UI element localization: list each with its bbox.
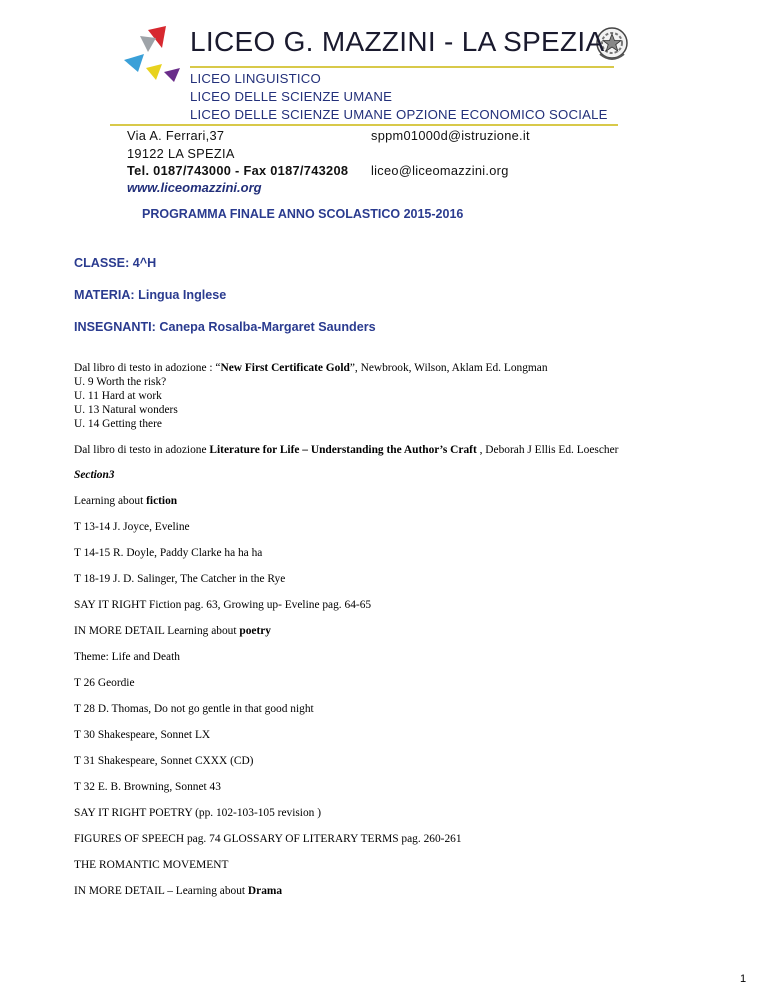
unit-line: U. 14 Getting there xyxy=(74,418,162,430)
textbook2-title: Literature for Life – Understanding the Author’s Craft xyxy=(209,444,477,456)
section-heading xyxy=(74,469,115,481)
drama-heading xyxy=(74,885,282,897)
header-divider xyxy=(110,124,618,126)
unit-line: U. 11 Hard at work xyxy=(74,390,162,402)
fiction-heading xyxy=(74,495,177,507)
address-street: Via A. Ferrari,37 xyxy=(127,128,225,143)
program-line: THE ROMANTIC MOVEMENT xyxy=(74,859,229,871)
insegnanti: INSEGNANTI: Canepa Rosalba-Margaret Saunders xyxy=(74,320,376,334)
program-line: T 14-15 R. Doyle, Paddy Clarke ha ha ha xyxy=(74,547,263,559)
textbook1-intro xyxy=(74,362,548,374)
program-line: T 26 Geordie xyxy=(74,677,135,689)
program-line: T 31 Shakespeare, Sonnet CXXX (CD) xyxy=(74,755,254,767)
fiction-bold: fiction xyxy=(146,495,178,507)
unit-line: U. 9 Worth the risk? xyxy=(74,376,167,388)
program-line: T 30 Shakespeare, Sonnet LX xyxy=(74,729,211,741)
poetry-heading xyxy=(74,625,271,637)
textbook2-intro xyxy=(74,444,618,456)
course-line: LICEO DELLE SCIENZE UMANE xyxy=(190,89,393,104)
course-line: LICEO LINGUISTICO xyxy=(190,71,321,86)
website-link[interactable]: www.liceomazzini.org xyxy=(127,180,262,195)
textbook1-prefix: Dal libro di testo in adozione : “ xyxy=(74,362,221,374)
program-line: T 18-19 J. D. Salinger, The Catcher in the Rye xyxy=(74,573,286,585)
address-city: 19122 LA SPEZIA xyxy=(127,146,235,161)
program-line: Theme: Life and Death xyxy=(74,651,180,663)
program-line: T 32 E. B. Browning, Sonnet 43 xyxy=(74,781,221,793)
textbook1-title: New First Certificate Gold xyxy=(220,362,350,374)
section-label: Section3 xyxy=(74,469,115,481)
materia: MATERIA: Lingua Inglese xyxy=(74,288,227,302)
drama-prefix: IN MORE DETAIL – Learning about xyxy=(74,885,248,897)
document-title: PROGRAMMA FINALE ANNO SCOLASTICO 2015-2016 xyxy=(142,207,464,221)
school-name: LICEO G. MAZZINI - LA SPEZIA xyxy=(190,26,605,57)
school-logo xyxy=(118,24,190,86)
program-line: FIGURES OF SPEECH pag. 74 GLOSSARY OF LITERARY TERMS pag. 260-261 xyxy=(74,833,462,845)
program-line: SAY IT RIGHT POETRY (pp. 102-103-105 revision ) xyxy=(74,807,322,819)
page-number: 1 xyxy=(740,973,747,985)
textbook1-suffix: ”, Newbrook, Wilson, Aklam Ed. Longman xyxy=(349,362,548,374)
email: liceo@liceomazzini.org xyxy=(371,163,509,178)
drama-bold: Drama xyxy=(247,885,283,897)
unit-line: U. 13 Natural wonders xyxy=(74,404,178,416)
email-pec: sppm01000d@istruzione.it xyxy=(371,128,530,143)
phone-fax: Tel. 0187/743000 - Fax 0187/743208 xyxy=(127,163,349,178)
program-line: SAY IT RIGHT Fiction pag. 63, Growing up- Eveline pag. 64-65 xyxy=(74,599,372,611)
classe: CLASSE: 4^H xyxy=(74,256,157,270)
textbook2-prefix: Dal libro di testo in adozione xyxy=(74,444,210,456)
header-divider xyxy=(190,66,614,68)
poetry-prefix: IN MORE DETAIL Learning about xyxy=(74,625,240,637)
program-line: T 13-14 J. Joyce, Eveline xyxy=(74,521,190,533)
program-line: T 28 D. Thomas, Do not go gentle in that good night xyxy=(74,703,314,715)
course-line: LICEO DELLE SCIENZE UMANE OPZIONE ECONOMICO SOCIALE xyxy=(190,107,608,122)
poetry-bold: poetry xyxy=(239,625,272,637)
textbook2-suffix: , Deborah J Ellis Ed. Loescher xyxy=(476,444,619,456)
fiction-prefix: Learning about xyxy=(74,495,147,507)
